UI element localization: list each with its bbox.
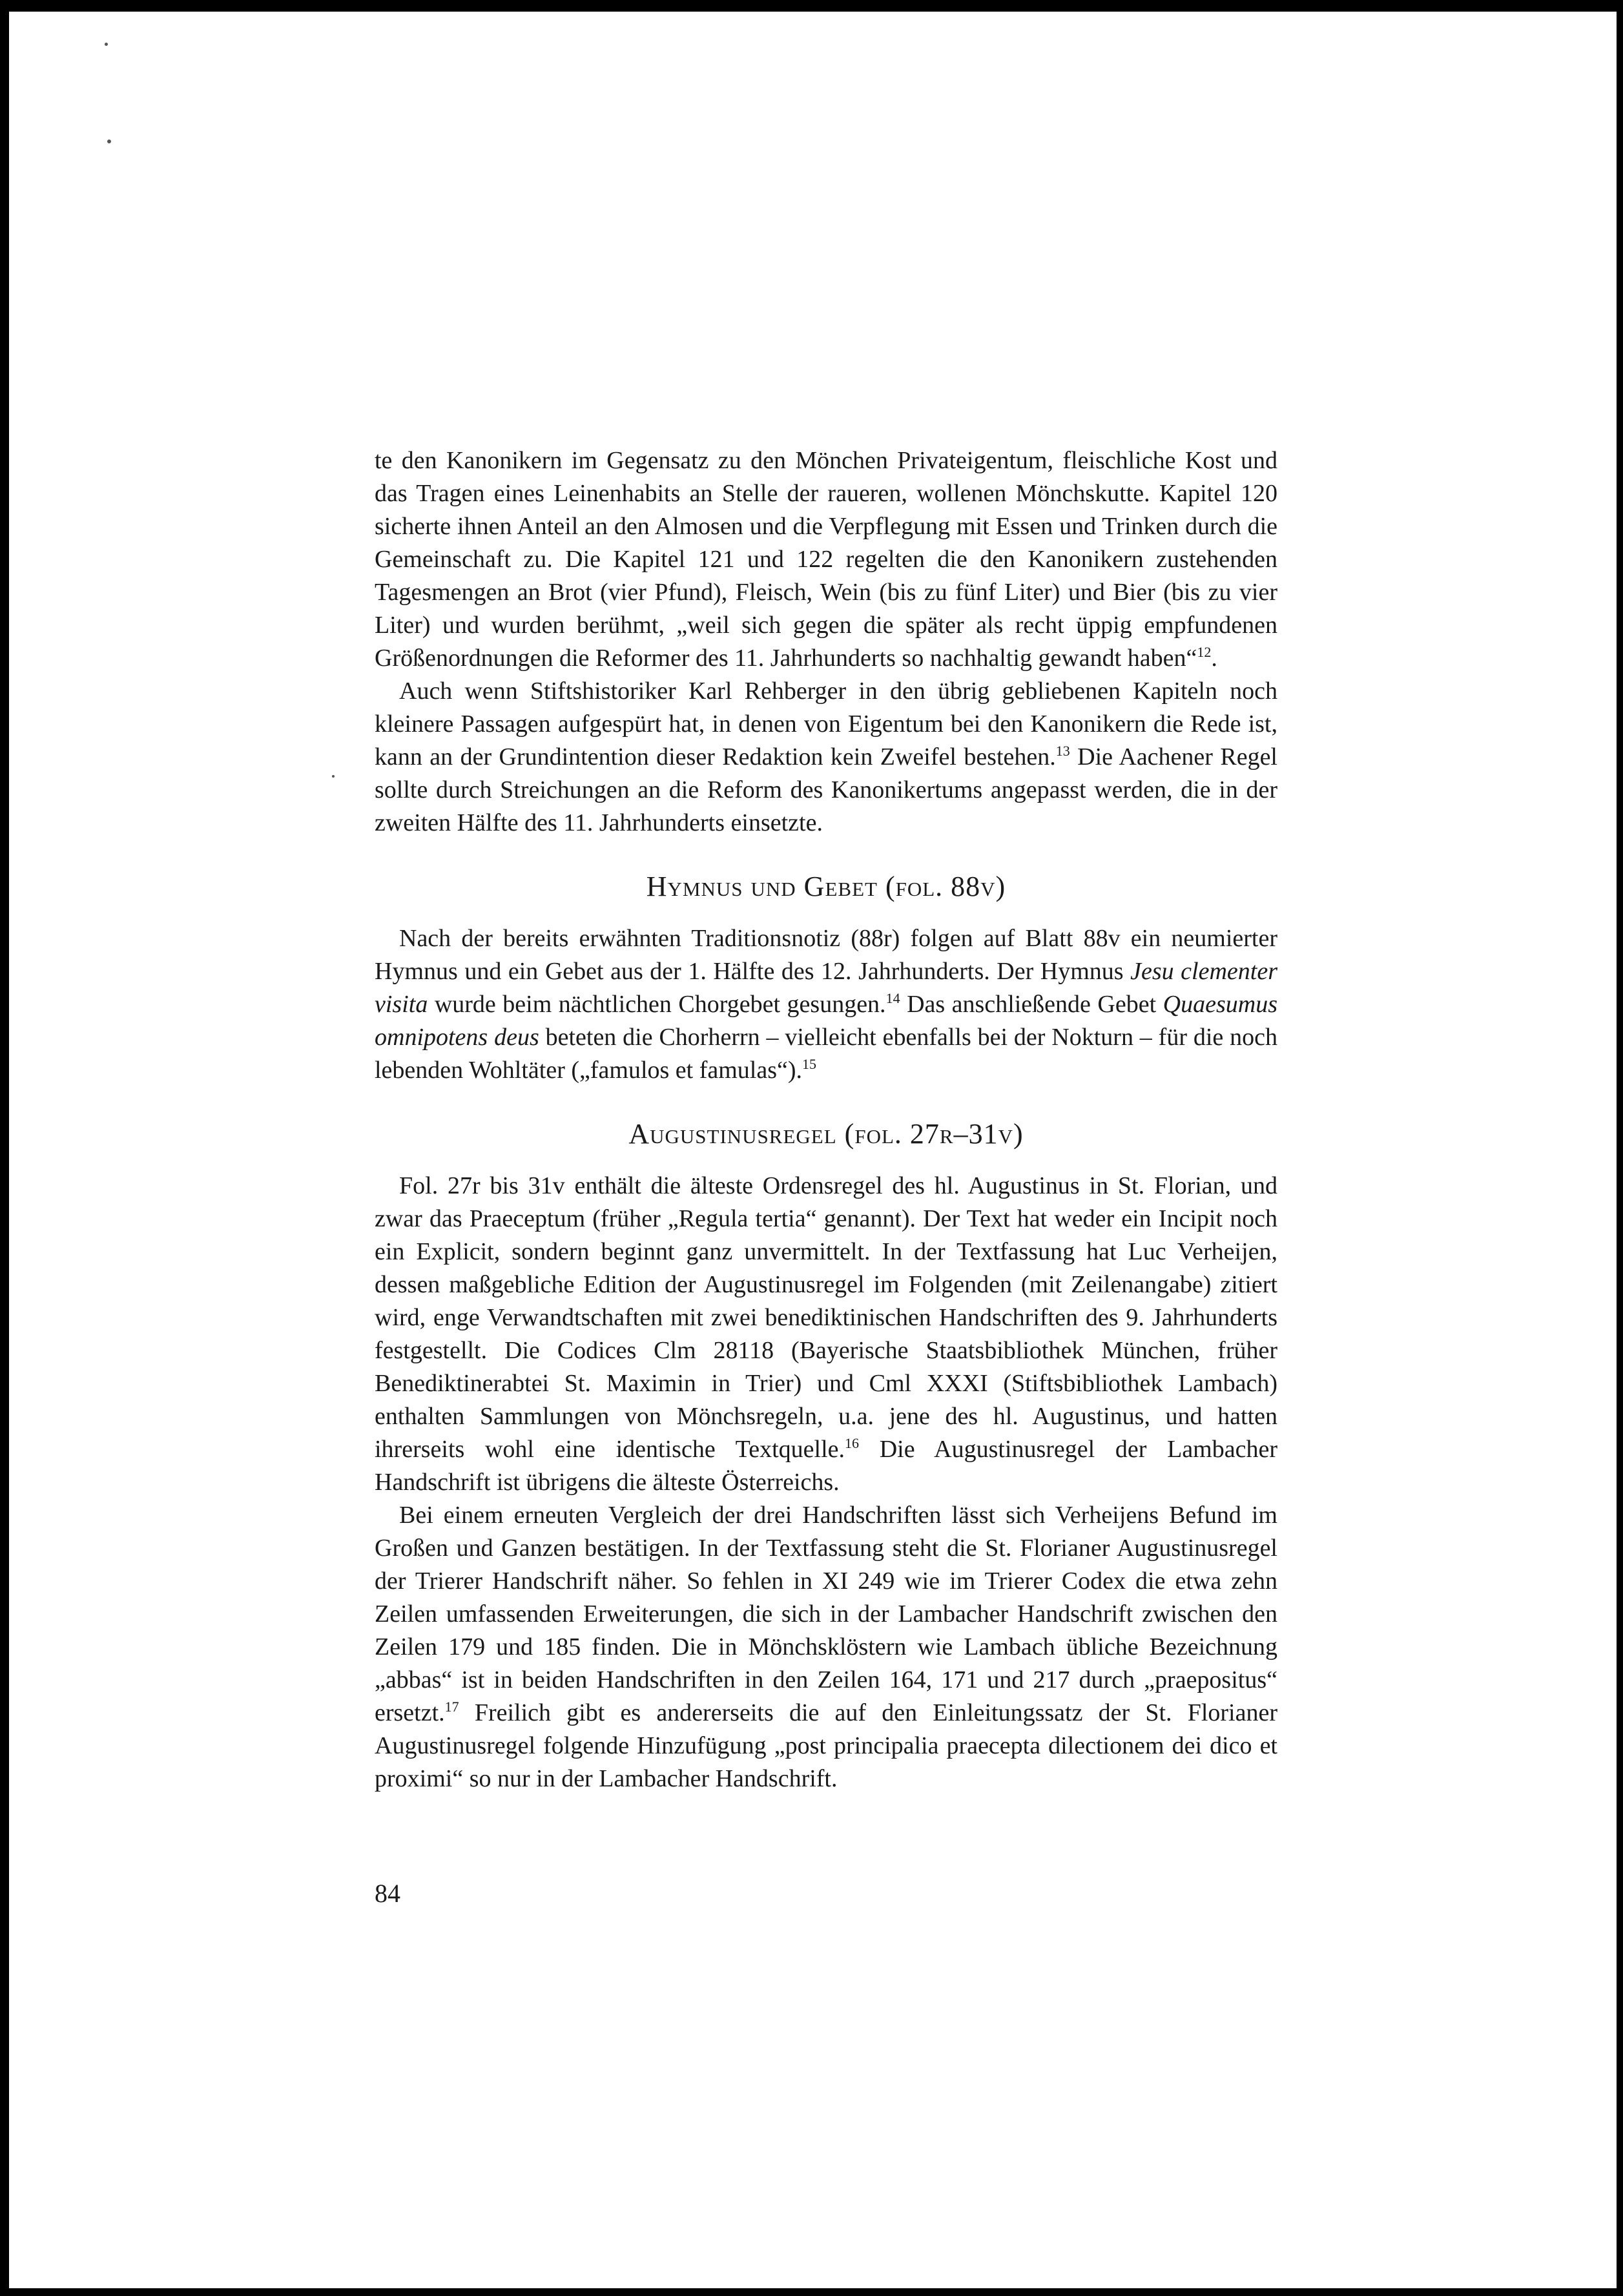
paragraph-text: wurde beim nächtlichen Chorgebet gesungen. bbox=[428, 991, 886, 1018]
italic-title: Quaesumus omnipotens deus bbox=[375, 991, 1277, 1051]
body-paragraph bbox=[375, 675, 1277, 840]
body-paragraph bbox=[375, 922, 1277, 1087]
paragraph-text: Auch wenn Stiftshistoriker Karl Rehberger in den übrig gebliebenen Kapiteln noch kleinere Passagen aufgespürt hat, in denen von Eigentum bei den Kanonikern die Rede ist, kann an der Grundintention dieser Redaktion kein Zweifel bestehen. bbox=[375, 677, 1277, 771]
paragraph-text: Nach der bereits erwähnten Traditionsnotiz (88r) folgen auf Blatt 88v ein neumierter Hymnus und ein Gebet aus der 1. Hälfte des 12. Jahrhunderts. Der Hymnus bbox=[375, 925, 1277, 985]
footnote-marker: 15 bbox=[802, 1056, 817, 1072]
italic-title: Jesu clementer visita bbox=[375, 958, 1277, 1018]
paragraph-text: Bei einem erneuten Vergleich der drei Handschriften lässt sich Verheijens Befund im Großen und Ganzen bestätigen. In der Textfassung steht die St. Florianer Augustinusregel der Trierer Handschrift näher. So fehlen in XI 249 wie im Trierer Codex die etwa zehn Zeilen umfassenden Erweiterungen, die sich in der Lambacher Handschrift zwischen den Zeilen 179 und 185 finden. Die in Mönchsklöstern wie Lambach übliche Bezeichnung „abbas“ ist in beiden Handschriften in den Zeilen 164, 171 und 217 durch „praepositus“ ersetzt. bbox=[375, 1502, 1277, 1726]
footnote-marker: 12 bbox=[1197, 644, 1212, 660]
paragraph-text: Das anschließende Gebet bbox=[900, 991, 1163, 1018]
footnote-marker: 16 bbox=[845, 1435, 860, 1451]
section-heading-augustinus: Augustinusregel (fol. 27r–31v) bbox=[628, 1118, 1024, 1150]
paragraph-text: te den Kanonikern im Gegensatz zu den Mönchen Privateigentum, fleischliche Kost und das Tragen eines Leinenhabits an Stelle der raueren, wollenen Mönchskutte. Kapitel 120 sicherte ihnen Anteil an den Almosen und die Verpflegung mit Essen und Trinken durch die Gemeinschaft zu. Die Kapitel 121 und 122 regelten die den Kanonikern zustehenden Tagesmengen an Brot (vier Pfund), Fleisch, Wein (bis zu fünf Liter) und Bier (bis zu vier Liter) und wurden berühmt, „weil sich gegen die später als recht üppig empfundenen Größenordnungen die Reformer des 11. Jahrhunderts so nachhaltig gewandt haben“ bbox=[375, 447, 1277, 672]
body-paragraph bbox=[375, 444, 1277, 675]
footnote-marker: 17 bbox=[444, 1699, 459, 1715]
footnote-marker: 14 bbox=[885, 990, 900, 1006]
scan-speck bbox=[107, 140, 111, 143]
paragraph-text: beteten die Chorherrn – vielleicht ebenfalls bei der Nokturn – für die noch lebenden Wohltäter („famulos et famulas“). bbox=[375, 1024, 1277, 1084]
footnote-marker: 13 bbox=[1055, 743, 1070, 759]
section-heading-hymnus: Hymnus und Gebet (fol. 88v) bbox=[646, 871, 1006, 902]
paragraph-text: Fol. 27r bis 31v enthält die älteste Ordensregel des hl. Augustinus in St. Florian, und zwar das Praeceptum (früher „Regula tertia“ genannt). Der Text hat weder ein Incipit noch ein Explicit, sondern beginnt ganz unvermittelt. In der Textfassung hat Luc Verheijen, dessen maßgebliche Edition der Augustinusregel im Folgenden (mit Zeilenangabe) zitiert wird, enge Verwandtschaften mit zwei benediktinischen Handschriften des 9. Jahrhunderts festgestellt. Die Codices Clm 28118 (Bayerische Staatsbibliothek München, früher Benediktinerabtei St. Maximin in Trier) und Cml XXXI (Stiftsbibliothek Lambach) enthalten Sammlungen von Mönchsregeln, u.a. jene des hl. Augustinus, und hatten ihrerseits wohl eine identische Textquelle. bbox=[375, 1172, 1277, 1463]
paragraph-text: Freilich gibt es andererseits die auf den Einleitungssatz der St. Florianer Augustinusregel folgende Hinzufügung „post principalia praecepta dilectionem dei dico et proximi“ so nur in der Lambacher Handschrift. bbox=[375, 1699, 1277, 1792]
page-number: 84 bbox=[375, 1879, 400, 1908]
page-body bbox=[375, 444, 1277, 1795]
paragraph-text: . bbox=[1211, 645, 1217, 672]
scan-speck bbox=[332, 775, 335, 778]
body-paragraph bbox=[375, 1499, 1277, 1795]
scan-speck bbox=[105, 43, 108, 46]
paragraph-text: Die Aachener Regel sollte durch Streichungen an die Reform des Kanonikertums angepasst werden, die in der zweiten Hälfte des 11. Jahrhunderts einsetzte. bbox=[375, 743, 1277, 836]
paragraph-text: Die Augustinusregel der Lambacher Handschrift ist übrigens die älteste Österreichs. bbox=[375, 1436, 1277, 1496]
body-paragraph bbox=[375, 1170, 1277, 1499]
